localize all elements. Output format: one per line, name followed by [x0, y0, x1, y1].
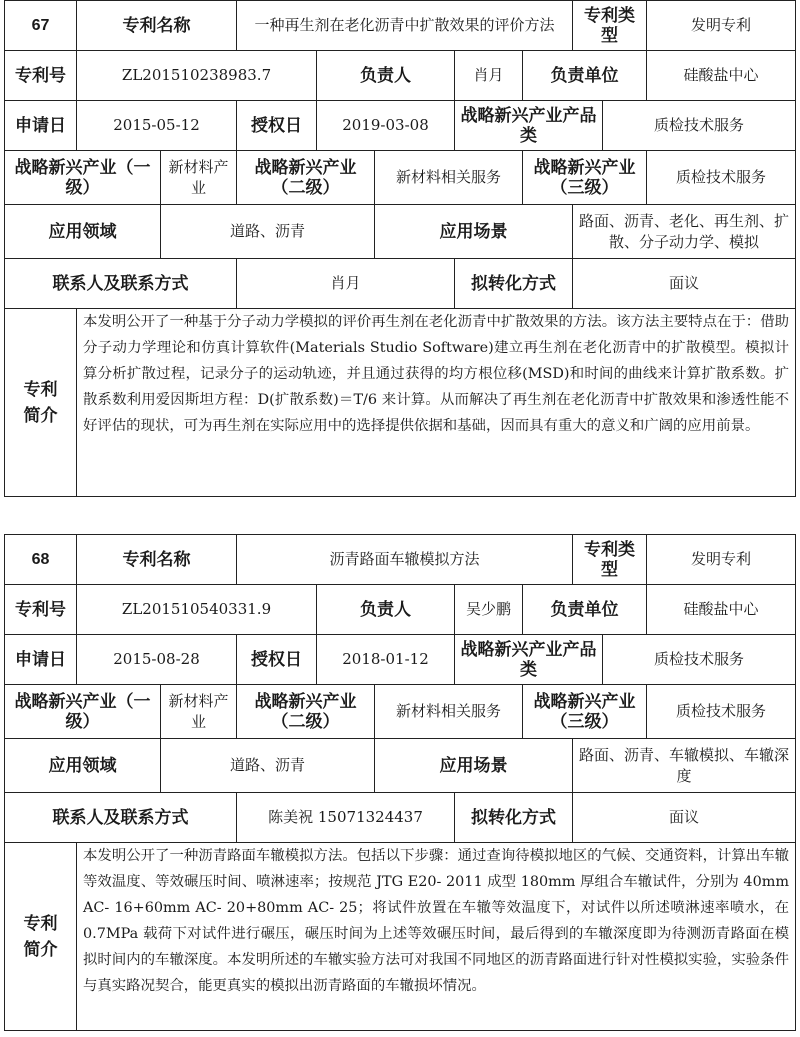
owner-unit-label: 负责单位: [523, 51, 647, 101]
owner-unit-value: 硅酸盐中心: [647, 585, 796, 635]
intro-label: 专利简介: [5, 843, 77, 1031]
strategic-l1-label: 战略新兴产业（一级）: [5, 685, 161, 739]
patent-no-value: ZL201510238983.7: [77, 51, 317, 101]
field-value: 道路、沥青: [161, 205, 375, 259]
intro-text: 本发明公开了一种沥青路面车辙模拟方法。包括以下步骤：通过查询待模拟地区的气候、交通资料，计算出车辙等效温度、等效碾压时间、喷淋速率；按规范 JTG E20- 2011 成型 180mm 厚组合车辙试件，分别为 40mm AC- 16+60mm AC- 20+80mm AC- 25；将试件放置在车辙等效温度下，对试件以所述喷淋速率喷水，在 0.7MPa 载荷下对试件进行碾压，碾压时间为上述等效碾压时间，最后得到的车辙深度即为待测沥青路面在模拟时间内的车辙深度。本发明所述的车辙实验方法可对我国不同地区的沥青路面进行针对性模拟实验，实验条件与真实路况契合，能更真实的模拟出沥青路面的车辙损坏情况。: [77, 843, 796, 1031]
strategic-l3-label: 战略新兴产业（三级）: [523, 151, 647, 205]
intro-label: 专利简介: [5, 309, 77, 497]
strategic-l1-value: 新材料产业: [161, 151, 237, 205]
transfer-value: 面议: [573, 259, 796, 309]
owner-unit-label: 负责单位: [523, 585, 647, 635]
intro-text: 本发明公开了一种基于分子动力学模拟的评价再生剂在老化沥青中扩散效果的方法。该方法主要特点在于：借助分子动力学理论和仿真计算软件(Materials Studio Software)建立再生剂在老化沥青中的扩散模型。模拟计算分析扩散过程，记录分子的运动轨迹，并且通过获得的均方根位移(MSD)和时间的曲线来计算扩散系数。扩散系数利用爱因斯坦方程：D(扩散系数)＝T/6 来计算。从而解决了再生剂在老化沥青中扩散效果和渗透性能不好评估的现状，可为再生剂在实际应用中的选择提供依据和基础，因而具有重大的意义和广阔的应用前景。: [77, 309, 796, 497]
field-label: 应用领域: [5, 739, 161, 793]
strategic-l2-label: 战略新兴产业（二级）: [237, 151, 375, 205]
grant-date-value: 2018-01-12: [317, 635, 455, 685]
scene-value: 路面、沥青、老化、再生剂、扩散、分子动力学、模拟: [573, 205, 796, 259]
owner-label: 负责人: [317, 585, 455, 635]
scene-value: 路面、沥青、车辙模拟、车辙深度: [573, 739, 796, 793]
patent-type-value: 发明专利: [647, 535, 796, 585]
apply-date-value: 2015-08-28: [77, 635, 237, 685]
patent-name-value: 沥青路面车辙模拟方法: [237, 535, 573, 585]
apply-date-label: 申请日: [5, 635, 77, 685]
patent-number: 68: [5, 535, 77, 585]
owner-label: 负责人: [317, 51, 455, 101]
patent-name-label: 专利名称: [77, 1, 237, 51]
strategic-category-label: 战略新兴产业产品类: [455, 101, 603, 151]
patent-number: 67: [5, 1, 77, 51]
strategic-l3-value: 质检技术服务: [647, 685, 796, 739]
scene-label: 应用场景: [375, 739, 573, 793]
patent-no-value: ZL201510540331.9: [77, 585, 317, 635]
contact-value: 肖月: [237, 259, 455, 309]
strategic-l1-label: 战略新兴产业（一级）: [5, 151, 161, 205]
contact-value: 陈美祝 15071324437: [237, 793, 455, 843]
scene-label: 应用场景: [375, 205, 573, 259]
grant-date-label: 授权日: [237, 101, 317, 151]
apply-date-label: 申请日: [5, 101, 77, 151]
patent-type-label: 专利类型: [573, 535, 647, 585]
field-label: 应用领域: [5, 205, 161, 259]
strategic-category-value: 质检技术服务: [603, 101, 796, 151]
patent-no-label: 专利号: [5, 585, 77, 635]
strategic-l2-value: 新材料相关服务: [375, 685, 523, 739]
strategic-l2-label: 战略新兴产业（二级）: [237, 685, 375, 739]
patent-card-67: [4, 0, 795, 497]
grant-date-value: 2019-03-08: [317, 101, 455, 151]
patent-name-value: 一种再生剂在老化沥青中扩散效果的评价方法: [237, 1, 573, 51]
contact-label: 联系人及联系方式: [5, 259, 237, 309]
transfer-label: 拟转化方式: [455, 259, 573, 309]
strategic-category-label: 战略新兴产业产品类: [455, 635, 603, 685]
patent-type-value: 发明专利: [647, 1, 796, 51]
owner-value: 吴少鹏: [455, 585, 523, 635]
strategic-l2-value: 新材料相关服务: [375, 151, 523, 205]
patent-type-label: 专利类型: [573, 1, 647, 51]
owner-unit-value: 硅酸盐中心: [647, 51, 796, 101]
patent-table: [4, 534, 796, 1031]
apply-date-value: 2015-05-12: [77, 101, 237, 151]
transfer-label: 拟转化方式: [455, 793, 573, 843]
strategic-l3-label: 战略新兴产业（三级）: [523, 685, 647, 739]
contact-label: 联系人及联系方式: [5, 793, 237, 843]
strategic-l3-value: 质检技术服务: [647, 151, 796, 205]
patent-table: [4, 0, 796, 497]
transfer-value: 面议: [573, 793, 796, 843]
patent-no-label: 专利号: [5, 51, 77, 101]
strategic-l1-value: 新材料产业: [161, 685, 237, 739]
owner-value: 肖月: [455, 51, 523, 101]
grant-date-label: 授权日: [237, 635, 317, 685]
patent-name-label: 专利名称: [77, 535, 237, 585]
field-value: 道路、沥青: [161, 739, 375, 793]
patent-card-68: [4, 534, 795, 1031]
strategic-category-value: 质检技术服务: [603, 635, 796, 685]
